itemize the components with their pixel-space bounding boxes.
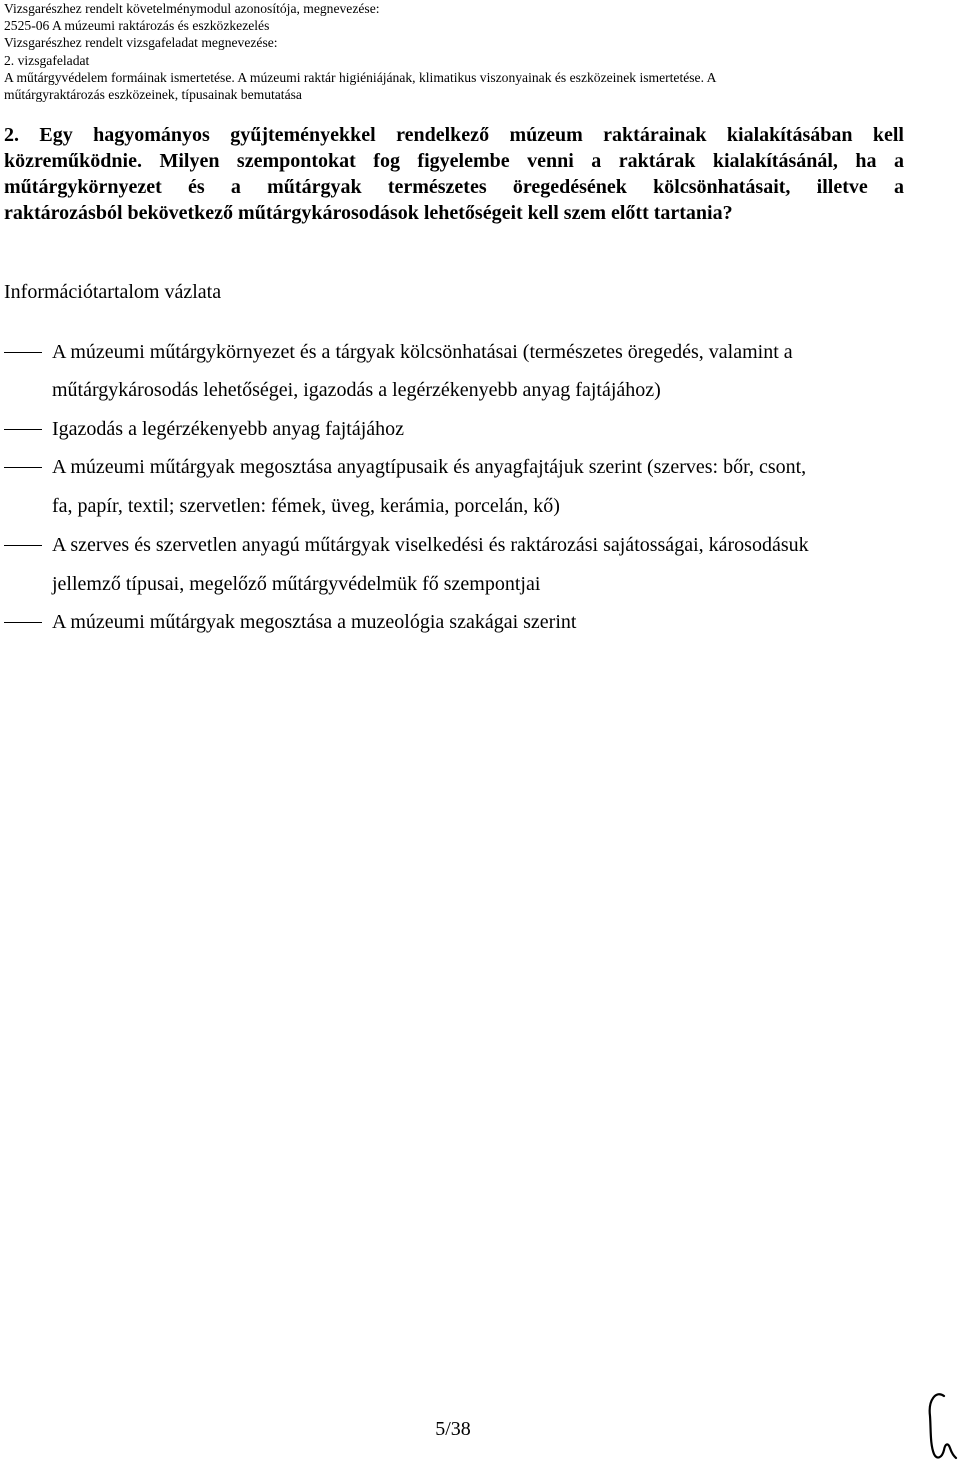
document-header [4,0,954,103]
list-dash-icon [4,467,42,468]
list-dash-icon [4,545,42,546]
question-line: 2. Egy hagyományos gyűjteményekkel rendelkező múzeum raktárainak kialakításában kell [4,124,904,146]
list-item-line: A szerves és szervetlen anyagú műtárgyak viselkedési és raktározási sajátosságai, károsodásuk [52,534,809,556]
info-outline-title: Információtartalom vázlata [4,281,222,303]
list-dash-icon [4,429,42,430]
question-line: raktározásból bekövetkező műtárgykárosodások lehetőségeit kell szem előtt tartania? [4,202,733,224]
question-line: közreműködnie. Milyen szempontokat fog figyelembe venni a raktárak kialakításánál, ha a [4,150,904,172]
page-number: 5/38 [435,1418,471,1440]
exam-question [4,122,904,226]
header-line: 2. vizsgafeladat [4,52,90,68]
list-dash-icon [4,622,42,623]
header-line: Vizsgarészhez rendelt követelménymodul azonosítója, megnevezése: [4,1,380,16]
header-line: műtárgyraktározás eszközeinek, típusainak bemutatása [4,87,302,103]
list-item-line: fa, papír, textil; szervetlen: fémek, üveg, kerámia, porcelán, kő) [52,495,560,517]
list-dash-icon [4,352,42,353]
question-line: műtárgykörnyezet és a műtárgyak természetes öregedésének kölcsönhatásait, illetve a [4,176,904,198]
header-line: Vizsgarészhez rendelt vizsgafeladat megnevezése: [4,35,278,51]
list-item-line: A múzeumi műtárgyak megosztása anyagtípusaik és anyagfajtájuk szerint (szerves: bőr, csont, [52,456,807,478]
header-line: 2525-06 A múzeumi raktározás és eszközkezelés [4,18,270,34]
list-item-line: Igazodás a legérzékenyebb anyag fajtájához [52,418,405,440]
list-item-line: műtárgykárosodás lehetőségei, igazodás a legérzékenyebb anyag fajtájához) [52,379,661,401]
signature-icon [918,1386,960,1462]
header-line: A műtárgyvédelem formáinak ismertetése. A múzeumi raktár higiéniájának, klimatikus viszonyainak és eszközeinek ismertetése. A [4,69,717,85]
list-item-line: A múzeumi műtárgyak megosztása a muzeológia szakágai szerint [52,611,577,633]
list-item-line: jellemző típusai, megelőző műtárgyvédelmük fő szempontjai [52,573,541,595]
list-item-line: A múzeumi műtárgykörnyezet és a tárgyak kölcsönhatásai (természetes öregedés, valamint a [52,341,793,363]
